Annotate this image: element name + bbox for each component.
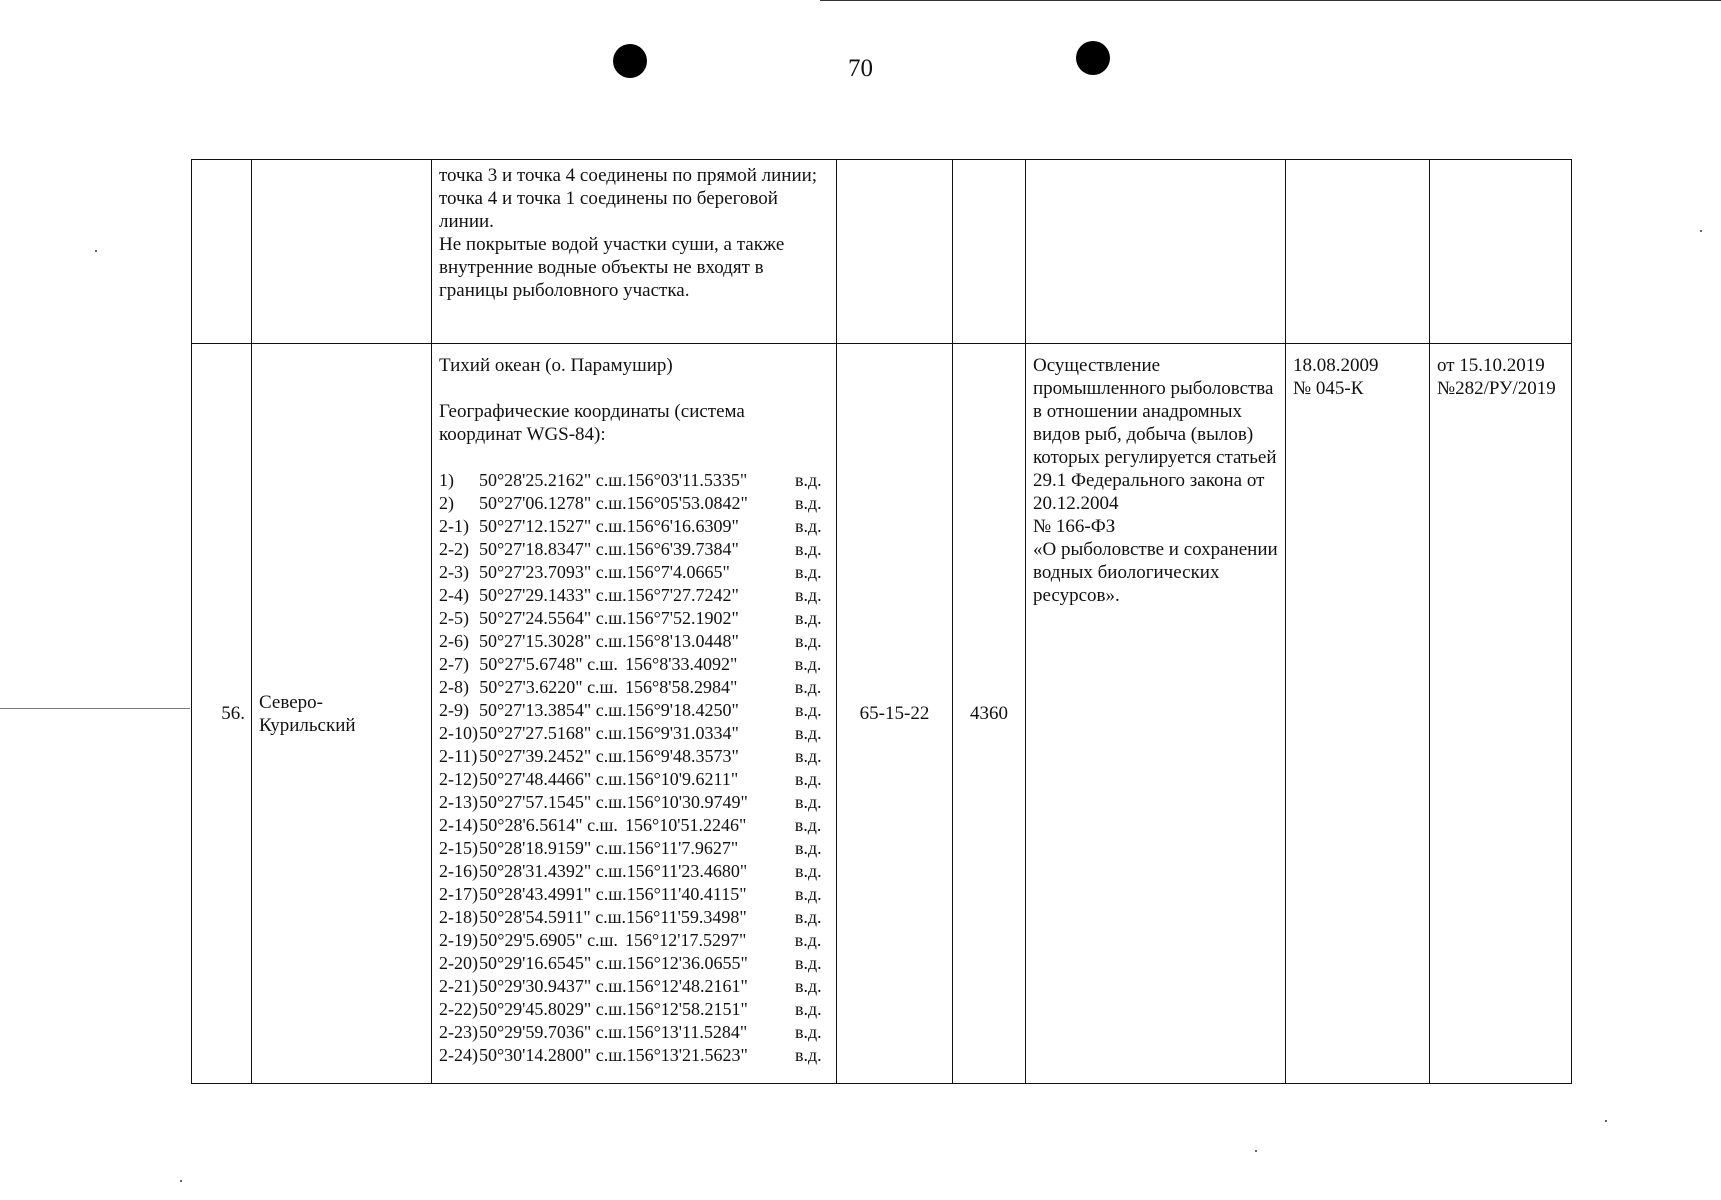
coordinate-hemisphere: в.д. [794, 953, 822, 973]
cell-empty [1026, 160, 1286, 344]
cell-empty [953, 160, 1026, 344]
coordinate-latitude: 50°27'18.8347" с.ш. [478, 539, 627, 559]
coordinate-latitude: 50°28'31.4392" с.ш. [478, 861, 627, 881]
coordinate-longitude: 156°13'11.5284" [626, 1022, 748, 1042]
coordinate-hemisphere: в.д. [794, 976, 822, 996]
coordinate-latitude: 50°27'15.3028" с.ш. [478, 631, 627, 651]
coordinate-hemisphere: в.д. [794, 562, 822, 582]
coordinate-longitude: 156°11'23.4680" [626, 861, 748, 881]
coordinate-longitude: 156°9'48.3573" [626, 746, 739, 766]
coordinate-row [439, 883, 829, 906]
coordinate-longitude: 156°12'48.2161" [626, 976, 748, 996]
coordinate-latitude: 50°27'39.2452" с.ш. [478, 746, 627, 766]
coordinate-longitude: 156°10'9.6211" [626, 769, 739, 789]
coordinate-hemisphere: в.д. [794, 838, 822, 858]
coordinate-label: 2-21) [439, 976, 478, 996]
coordinate-label: 2-4) [439, 585, 469, 605]
coordinate-hemisphere: в.д. [794, 930, 822, 950]
coordinate-longitude: 156°12'36.0655" [626, 953, 748, 973]
coordinate-hemisphere: в.д. [794, 723, 822, 743]
coordinate-label: 2-12) [439, 769, 478, 789]
coordinate-latitude: 50°27'24.5564" с.ш. [478, 608, 627, 628]
coordinate-label: 2-2) [439, 539, 469, 559]
coordinate-latitude: 50°27'29.1433" с.ш. [478, 585, 627, 605]
coordinate-label: 2-15) [439, 838, 478, 858]
coordinate-hemisphere: в.д. [794, 470, 822, 490]
scan-speck [1605, 1120, 1607, 1122]
coordinate-longitude: 156°12'17.5297" [625, 930, 747, 950]
coordinate-label: 2-16) [439, 861, 478, 881]
coordinate-label: 2-14) [439, 815, 478, 835]
coordinate-latitude: 50°29'30.9437" с.ш. [478, 976, 627, 996]
coordinate-hemisphere: в.д. [794, 631, 822, 651]
coordinate-hemisphere: в.д. [794, 608, 822, 628]
coordinate-row [439, 745, 829, 768]
water-body: Тихий океан (о. Парамушир) [439, 355, 673, 376]
coordinate-latitude: 50°27'48.4466" с.ш. [478, 769, 627, 789]
page-number: 70 [848, 55, 873, 82]
coordinate-label: 2-18) [439, 907, 478, 927]
coordinate-list [439, 469, 829, 1067]
coordinate-hemisphere: в.д. [794, 700, 822, 720]
coordinate-longitude: 156°9'18.4250" [626, 700, 739, 720]
coordinate-row [439, 561, 829, 584]
coordinate-longitude: 156°8'58.2984" [625, 677, 738, 697]
coordinate-hemisphere: в.д. [794, 746, 822, 766]
coordinate-latitude: 50°30'14.2800" с.ш. [478, 1045, 627, 1065]
coordinate-label: 2-20) [439, 953, 478, 973]
coordinate-hemisphere: в.д. [794, 677, 822, 697]
coordinate-hemisphere: в.д. [794, 792, 822, 812]
coordinate-latitude: 50°27'23.7093" с.ш. [478, 562, 627, 582]
coordinate-longitude: 156°7'27.7242" [626, 585, 739, 605]
coordinate-row [439, 538, 829, 561]
coordinate-hemisphere: в.д. [794, 585, 822, 605]
coordinate-row [439, 630, 829, 653]
coordinate-row [439, 653, 829, 676]
coordinate-label: 2-5) [439, 608, 469, 628]
coordinate-longitude: 156°11'40.4115" [626, 884, 747, 904]
coordinate-label: 2-10) [439, 723, 478, 743]
coordinate-latitude: 50°28'43.4991" с.ш. [478, 884, 627, 904]
cell-empty [837, 160, 953, 344]
coordinate-label: 2-22) [439, 999, 478, 1019]
site-area: 4360 [953, 344, 1026, 1084]
coordinate-label: 2-13) [439, 792, 478, 812]
table-row-continuation [192, 160, 1572, 344]
cell-empty [192, 160, 252, 344]
coordinate-label: 2) [439, 493, 454, 513]
coordinate-latitude: 50°28'54.5911" с.ш. [479, 907, 627, 927]
coordinate-latitude: 50°27'3.6220" с.ш. [479, 677, 618, 697]
coordinate-longitude: 156°11'59.3498" [626, 907, 747, 927]
coordinate-latitude: 50°29'5.6905" с.ш. [479, 930, 618, 950]
row-number: 56. [192, 344, 252, 1084]
agreement-date: 18.08.2009 № 045-К [1286, 344, 1430, 1084]
coordinate-longitude: 156°10'30.9749" [626, 792, 748, 812]
coordinate-hemisphere: в.д. [794, 493, 822, 513]
coordinate-longitude: 156°11'7.9627" [626, 838, 739, 858]
coordinate-longitude: 156°8'13.0448" [626, 631, 739, 651]
coordinate-hemisphere: в.д. [794, 539, 822, 559]
coordinate-row [439, 584, 829, 607]
coordinate-label: 2-17) [439, 884, 478, 904]
boundary-text-cell [432, 160, 837, 344]
coordinate-label: 2-6) [439, 631, 469, 651]
coordinate-label: 2-23) [439, 1022, 478, 1042]
coordinate-row [439, 515, 829, 538]
coordinate-latitude: 50°27'13.3854" с.ш. [478, 700, 627, 720]
coordinate-row [439, 791, 829, 814]
coordinate-longitude: 156°10'51.2246" [625, 815, 747, 835]
coordinate-longitude: 156°13'21.5623" [626, 1045, 748, 1065]
coordinate-hemisphere: в.д. [794, 1045, 822, 1065]
scan-edge-line [0, 708, 190, 709]
scan-speck [1255, 1150, 1257, 1152]
coordinate-label: 2-7) [439, 654, 469, 674]
coordinate-label: 2-19) [439, 930, 478, 950]
order-reference: от 15.10.2019 №282/РУ/2019 [1430, 344, 1572, 1084]
coordinate-row [439, 952, 829, 975]
coordinate-longitude: 156°05'53.0842" [626, 493, 748, 513]
coordinate-row [439, 699, 829, 722]
coordinate-row [439, 975, 829, 998]
coordinate-longitude: 156°8'33.4092" [625, 654, 738, 674]
coordinate-longitude: 156°9'31.0334" [626, 723, 739, 743]
scan-speck [1700, 230, 1702, 232]
table-row-56 [192, 344, 1572, 1084]
coordinate-row [439, 607, 829, 630]
scan-edge-line [820, 0, 1721, 1]
coordinate-row [439, 1044, 829, 1067]
coordinate-row [439, 492, 829, 515]
coordinate-row [439, 998, 829, 1021]
purpose-text: Осуществление промышленного рыболовства в отношении анадромных видов рыб, добыча (вылов) которых регулируется статьей 29.1 Федерального закона от 20.12.2004 № 166-ФЗ «О рыболовстве и сохранении водных биологических ресурсов». [1026, 344, 1286, 1084]
coordinate-row [439, 768, 829, 791]
coordinate-longitude: 156°7'4.0665" [626, 562, 730, 582]
coordinate-latitude: 50°29'45.8029" с.ш. [478, 999, 627, 1019]
coordinate-latitude: 50°28'18.9159" с.ш. [478, 838, 627, 858]
coordinate-latitude: 50°27'57.1545" с.ш. [478, 792, 627, 812]
coordinate-label: 2-24) [439, 1045, 478, 1065]
cell-empty [1286, 160, 1430, 344]
coord-system: Географические координаты (система координат WGS-84): [439, 401, 745, 445]
coordinate-hemisphere: в.д. [794, 815, 822, 835]
coordinate-longitude: 156°7'52.1902" [626, 608, 739, 628]
coordinate-row [439, 469, 829, 492]
coordinate-label: 1) [439, 470, 454, 490]
location-cell [432, 344, 837, 1084]
coordinate-hemisphere: в.д. [794, 907, 822, 927]
coordinate-latitude: 50°27'06.1278" с.ш. [478, 493, 627, 513]
coordinate-row [439, 814, 829, 837]
coordinate-hemisphere: в.д. [794, 1022, 822, 1042]
coordinate-longitude: 156°6'16.6309" [626, 516, 739, 536]
boundary-line: точка 3 и точка 4 соединены по прямой линии; [439, 165, 818, 186]
coordinate-latitude: 50°27'27.5168" с.ш. [478, 723, 627, 743]
coordinate-hemisphere: в.д. [794, 999, 822, 1019]
coordinate-latitude: 50°28'6.5614" с.ш. [479, 815, 618, 835]
coordinate-hemisphere: в.д. [794, 884, 822, 904]
coordinate-hemisphere: в.д. [794, 516, 822, 536]
coordinate-longitude: 156°12'58.2151" [626, 999, 748, 1019]
coordinate-latitude: 50°27'5.6748" с.ш. [479, 654, 618, 674]
coordinate-label: 2-9) [439, 700, 469, 720]
coordinate-row [439, 929, 829, 952]
coordinate-longitude: 156°03'11.5335" [626, 470, 748, 490]
cell-empty [1430, 160, 1572, 344]
coordinate-row [439, 837, 829, 860]
coordinate-label: 2-11) [439, 746, 478, 766]
coordinate-label: 2-8) [439, 677, 469, 697]
coordinate-latitude: 50°29'16.6545" с.ш. [478, 953, 627, 973]
coordinate-label: 2-3) [439, 562, 469, 582]
coordinate-hemisphere: в.д. [794, 769, 822, 789]
coordinate-row [439, 860, 829, 883]
scan-speck [95, 250, 97, 252]
coordinate-row [439, 906, 829, 929]
coordinate-latitude: 50°29'59.7036" с.ш. [478, 1022, 627, 1042]
coordinate-longitude: 156°6'39.7384" [626, 539, 739, 559]
site-code: 65-15-22 [837, 344, 953, 1084]
coordinate-row [439, 676, 829, 699]
coordinate-latitude: 50°27'12.1527" с.ш. [478, 516, 627, 536]
district-name: Северо- Курильский [252, 344, 432, 1084]
coordinate-latitude: 50°28'25.2162" с.ш. [478, 470, 627, 490]
coordinate-row [439, 1021, 829, 1044]
scan-speck [180, 1180, 182, 1182]
boundary-line: точка 4 и точка 1 соединены по береговой линии. [439, 188, 778, 232]
registry-table [191, 159, 1572, 1084]
boundary-line: Не покрытые водой участки суши, а также внутренние водные объекты не входят в границы рыболовного участка. [439, 234, 785, 301]
coordinate-hemisphere: в.д. [794, 861, 822, 881]
coordinate-row [439, 722, 829, 745]
coordinate-label: 2-1) [439, 516, 469, 536]
coordinate-hemisphere: в.д. [794, 654, 822, 674]
cell-empty [252, 160, 432, 344]
